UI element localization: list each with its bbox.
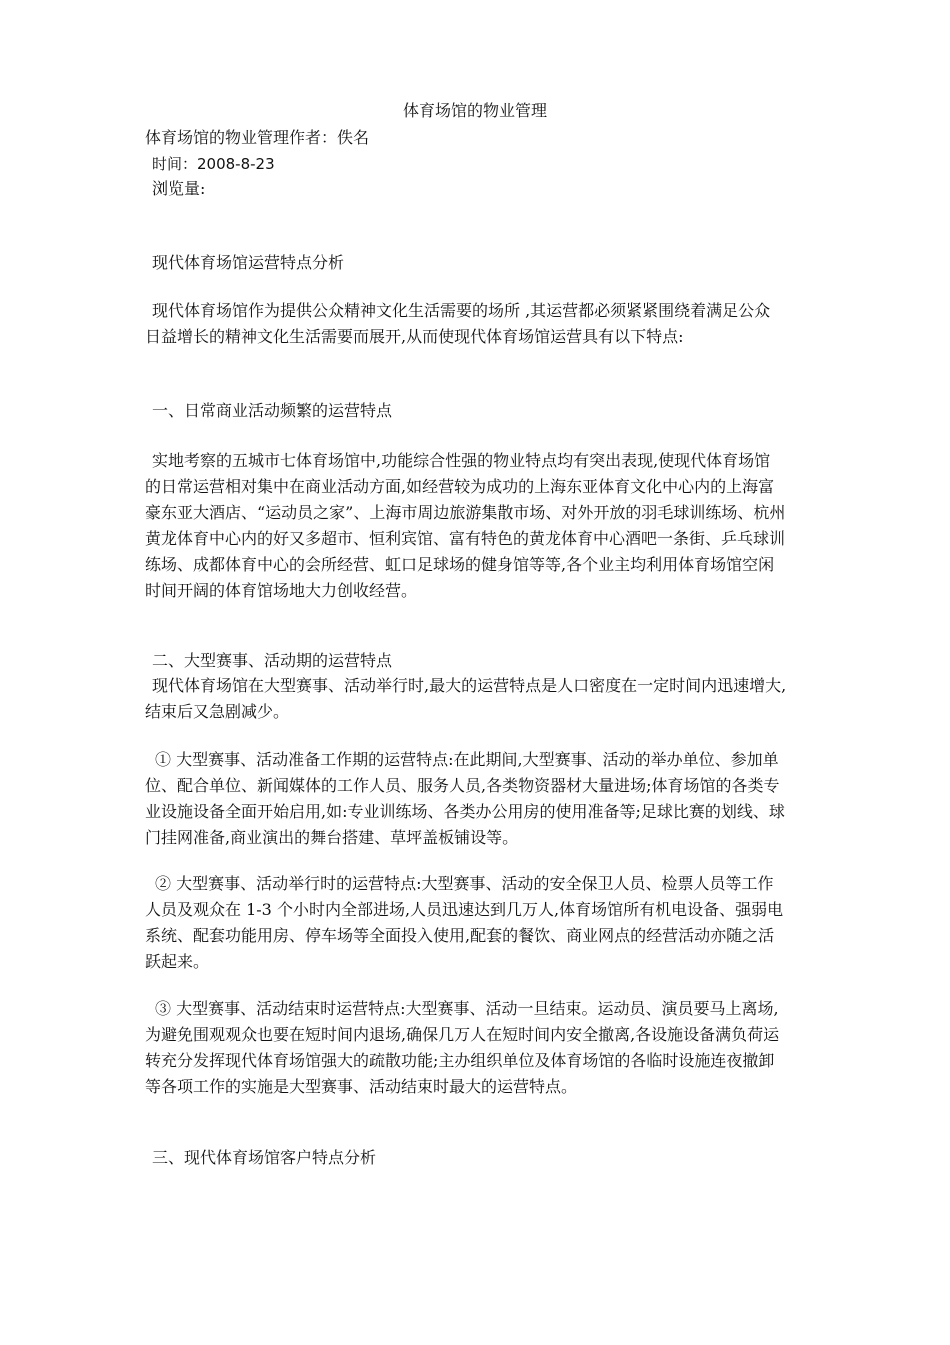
- section1-line: 练场、成都体育中心的会所经营、虹口足球场的健身馆等等,各个业主均利用体育场馆空闲: [145, 555, 775, 574]
- item2-line: 系统、配套功能用房、停车场等全面投入使用,配套的餐饮、商业网点的经营活动亦随之活: [145, 926, 775, 945]
- section2-intro-line: 结束后又急剧减少。: [145, 702, 290, 721]
- item2-line: 跃起来。: [145, 952, 210, 971]
- item3-line: 转充分发挥现代体育场馆强大的疏散功能;主办组织单位及体育场馆的各临时设施连夜撤卸: [145, 1051, 775, 1070]
- item2-line: ② 大型赛事、活动举行时的运营特点:大型赛事、活动的安全保卫人员、检票人员等工作: [155, 874, 774, 893]
- section1-paragraph: [145, 448, 835, 604]
- publish-time: 时间：2008-8-23: [152, 155, 275, 173]
- section1-line: 黄龙体育中心内的好又多超市、恒利宾馆、富有特色的黄龙体育中心酒吧一条街、乒乓球训: [145, 529, 786, 548]
- section1-line: 豪东亚大酒店、“运动员之家”、上海市周边旅游集散市场、对外开放的羽毛球训练场、杭州: [145, 503, 786, 522]
- view-count: 浏览量:: [152, 179, 206, 198]
- section2-intro-line: 现代体育场馆在大型赛事、活动举行时,最大的运营特点是人口密度在一定时间内迅速增大,: [152, 676, 787, 695]
- item1-line: 位、配合单位、新闻媒体的工作人员、服务人员,各类物资器材大量进场;体育场馆的各类专: [145, 776, 780, 795]
- section2-item-2: [145, 871, 835, 975]
- item1-line: 业设施设备全面开始启用,如:专业训练场、各类办公用房的使用准备等;足球比赛的划线、球: [145, 802, 785, 821]
- item3-line: 等各项工作的实施是大型赛事、活动结束时最大的运营特点。: [145, 1077, 578, 1096]
- section1-heading: 一、日常商业活动频繁的运营特点: [152, 401, 393, 420]
- section2-item-3: [145, 996, 835, 1100]
- intro-paragraph: [145, 298, 835, 350]
- section2-intro: [145, 673, 835, 725]
- item1-line: ① 大型赛事、活动准备工作期的运营特点:在此期间,大型赛事、活动的举办单位、参加单: [155, 750, 779, 769]
- section1-line: 的日常运营相对集中在商业活动方面,如经营较为成功的上海东亚体育文化中心内的上海富: [145, 477, 775, 496]
- section2-heading: 二、大型赛事、活动期的运营特点: [152, 651, 393, 670]
- heading-overview: 现代体育场馆运营特点分析: [152, 253, 345, 272]
- section2-item-1: [145, 747, 835, 851]
- section1-line: 实地考察的五城市七体育场馆中,功能综合性强的物业特点均有突出表现,使现代体育场馆: [152, 451, 771, 470]
- intro-line: 现代体育场馆作为提供公众精神文化生活需要的场所 ,其运营都必须紧紧围绕着满足公众: [152, 301, 771, 320]
- section3-heading: 三、现代体育场馆客户特点分析: [152, 1148, 377, 1167]
- document-title: 体育场馆的物业管理: [402, 101, 547, 120]
- byline: 体育场馆的物业管理作者：佚名: [145, 128, 370, 147]
- item3-line: 为避免围观观众也要在短时间内退场,确保几万人在短时间内安全撤离,各设施设备满负荷运: [145, 1025, 780, 1044]
- item3-line: ③ 大型赛事、活动结束时运营特点:大型赛事、活动一旦结束。运动员、演员要马上离场,: [155, 999, 779, 1018]
- section1-line: 时间开阔的体育馆场地大力创收经营。: [145, 581, 418, 600]
- item1-line: 门挂网准备,商业演出的舞台搭建、草坪盖板铺设等。: [145, 828, 519, 847]
- item2-line: 人员及观众在 1-3 个小时内全部进场,人员迅速达到几万人,体育场馆所有机电设备、强弱电: [145, 900, 784, 919]
- intro-line: 日益增长的精神文化生活需要而展开,从而使现代体育场馆运营具有以下特点:: [145, 327, 684, 346]
